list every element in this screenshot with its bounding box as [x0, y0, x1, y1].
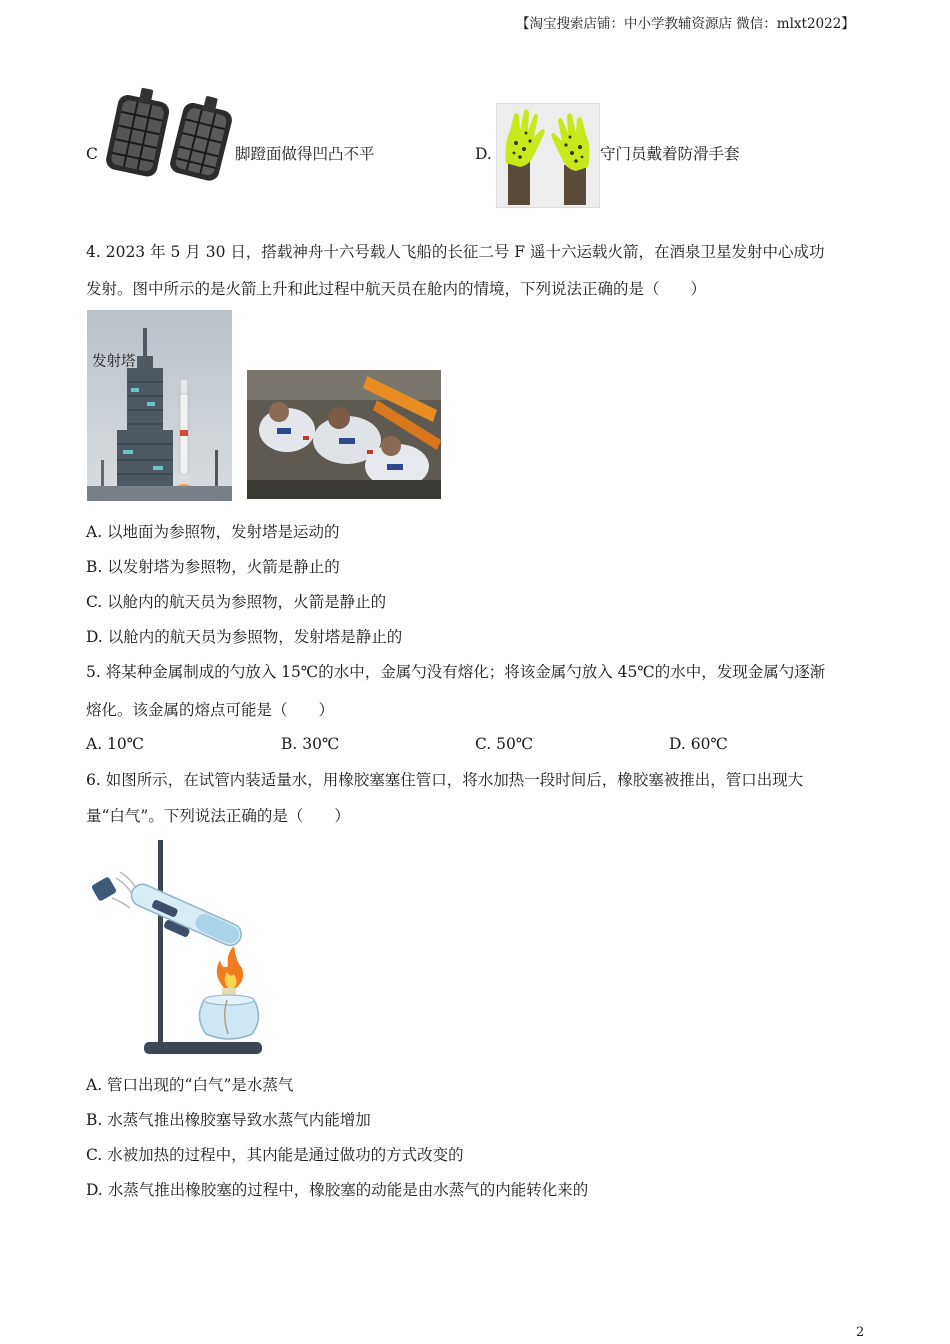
q5-option-a: A. 10℃ [86, 735, 145, 753]
test-tube-heating-apparatus-image [86, 838, 266, 1060]
q5-option-b: B. 30℃ [281, 735, 340, 753]
launch-tower-label: 发射塔 [92, 354, 136, 370]
q6-option-a: A. 管口出现的“白气”是水蒸气 [86, 1076, 294, 1094]
q5-stem-line-2: 熔化。该金属的熔点可能是（ ） [86, 701, 335, 719]
q4-option-b: B. 以发射塔为参照物，火箭是静止的 [86, 558, 340, 576]
goalkeeper-gloves-image [496, 103, 600, 208]
q4-option-d: D. 以舱内的航天员为参照物，发射塔是静止的 [86, 628, 403, 646]
q4-option-a: A. 以地面为参照物，发射塔是运动的 [86, 523, 340, 541]
q6-option-b: B. 水蒸气推出橡胶塞导致水蒸气内能增加 [86, 1111, 371, 1129]
launch-tower-image [87, 310, 232, 501]
q4-stem-line-2: 发射。图中所示的是火箭上升和此过程中航天员在舱内的情境，下列说法正确的是（ ） [86, 280, 707, 298]
q6-stem-line-1: 6. 如图所示，在试管内装适量水，用橡胶塞塞住管口，将水加热一段时间后，橡胶塞被推出，管口出现大 [86, 771, 804, 789]
q6-stem-line-2: 量“白气”。下列说法正确的是（ ） [86, 807, 350, 825]
option-c-text: 脚蹬面做得凹凸不平 [235, 145, 375, 163]
q5-option-d: D. 60℃ [669, 735, 728, 753]
q6-option-c: C. 水被加热的过程中，其内能是通过做功的方式改变的 [86, 1146, 464, 1164]
pedals-image [104, 84, 234, 186]
option-d-text: 守门员戴着防滑手套 [600, 145, 740, 163]
option-d-letter: D. [475, 145, 492, 163]
q5-stem-line-1: 5. 将某种金属制成的勺放入 15℃的水中，金属勺没有熔化；将该金属勺放入 45℃的水中，发现金属勺逐渐 [86, 663, 826, 681]
page-header: 【淘宝搜索店铺：中小学教辅资源店 微信：mlxt2022】 [516, 16, 855, 32]
q4-stem-line-1: 4. 2023 年 5 月 30 日，搭载神舟十六号载人飞船的长征二号 F 遥十六运载火箭，在酒泉卫星发射中心成功 [86, 243, 825, 261]
q5-option-c: C. 50℃ [475, 735, 534, 753]
option-c-letter: C [86, 145, 98, 163]
astronauts-cabin-image [247, 370, 441, 499]
page-number: 2 [856, 1325, 865, 1340]
q6-option-d: D. 水蒸气推出橡胶塞的过程中，橡胶塞的动能是由水蒸气的内能转化来的 [86, 1181, 589, 1199]
q4-option-c: C. 以舱内的航天员为参照物，火箭是静止的 [86, 593, 387, 611]
